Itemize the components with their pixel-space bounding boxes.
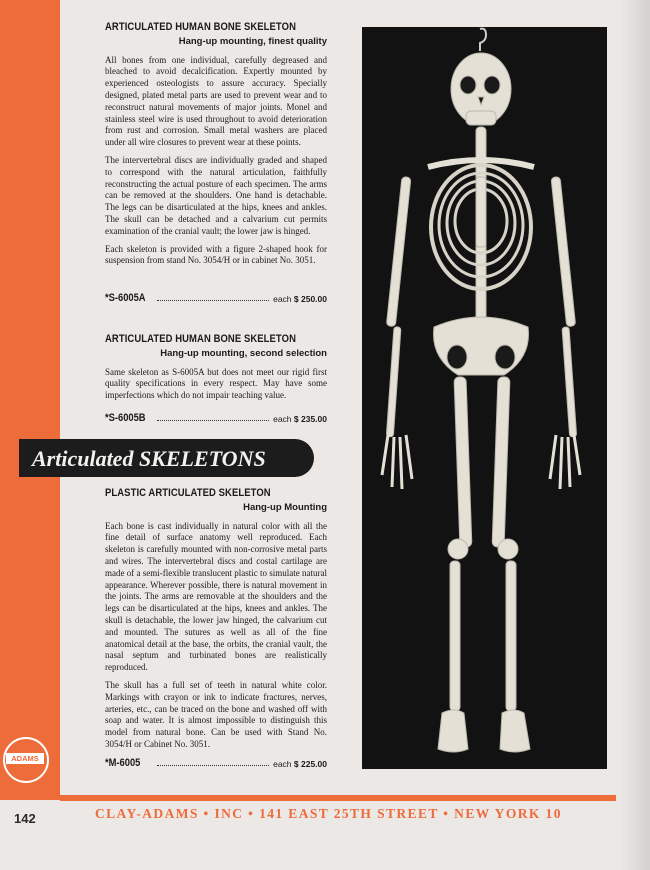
paragraph: Same skeleton as S-6005A but does not meet our rigid first quality specifications in every respect. May have some imperfections which do not impair teaching value. <box>105 366 327 401</box>
catalog-number: *S-6005B <box>105 412 146 424</box>
paragraph: Each skeleton is provided with a figure 2-shaped hook for suspension from stand No. 3054/H or in cabinet No. 3051. <box>105 243 327 266</box>
banner-title: Articulated SKELETONS <box>32 446 266 471</box>
section-subtitle: Hang-up Mounting <box>243 501 327 513</box>
section-subtitle: Hang-up mounting, finest quality <box>178 35 327 47</box>
section-subtitle: Hang-up mounting, second selection <box>160 347 327 359</box>
leader-dots <box>157 420 269 421</box>
price-value: $ 225.00 <box>293 759 327 769</box>
section-second-selection <box>105 334 327 408</box>
footer-rule <box>60 795 616 801</box>
order-line-s6005b <box>105 412 327 424</box>
leader-dots <box>157 765 269 766</box>
page-spine-shadow <box>620 0 650 870</box>
price <box>273 414 327 424</box>
skeleton-photo <box>362 27 607 769</box>
paragraph: All bones from one individual, carefully degreased and bleached to avoid decalcification. Expertly mounted by experienced osteologists to assure accuracy. Specially designed, plated metal parts are used to prevent wear and to reconstruct natural movements of major joints. Monel and stainless steel wire is used throughout to avoid deterioration from rust and corrosion. Small metal washers are placed under all wire closures to prevent wear at these points. <box>105 54 327 148</box>
each-label: each <box>273 759 292 769</box>
order-line-s6005a <box>105 292 327 304</box>
section-plastic-skeleton <box>105 488 327 757</box>
paragraph: The intervertebral discs are individually graded and shaped to correspond with the natural articulation, faithfully reconstructing the actual posture of each specimen. The arms can be removed at the shoulders. One hand is detachable. The legs can be disarticulated at the hips, knees and ankles. The skull can be detached and a calvarium cut permits examination of the cranial vault; the lower jaw is hinged. <box>105 154 327 236</box>
paragraph: The skull has a full set of teeth in natural white color. Markings with crayon or ink to indicate fractures, nerves, arteries, etc., can be traced on the bone and washed off with soap and water. It is almost impossible to distinguish this model from natural bone. Can be used with Stand No. 3054/H or Cabinet No. 3051. <box>105 679 327 749</box>
logo-label: ADAMS <box>6 753 44 764</box>
skeleton-illustration <box>362 27 607 769</box>
catalog-number: *M-6005 <box>105 757 141 769</box>
order-line-m6005 <box>105 757 327 769</box>
each-label: each <box>273 414 292 424</box>
price <box>273 759 327 769</box>
orange-margin-bar <box>0 0 60 800</box>
section-title: ARTICULATED HUMAN BONE SKELETON <box>105 21 297 33</box>
section-finest-quality <box>105 22 327 273</box>
page-number: 142 <box>14 811 36 826</box>
price-value: $ 250.00 <box>293 294 327 304</box>
paragraph: Each bone is cast individually in natural color with all the fine detail of surface anatomy well reproduced. Each skeleton is carefully mounted with non-corrosive metal parts and wires. The intervertebral discs and costal cartilage are made of a semi-flexible translucent plastic to simulate natural appearance. Wherever possible, there is natural movement in the joints. The arms are removable at the shoulders and the legs can be disarticulated at the hips, knees and ankles. The skull is detachable, the lower jaw hinged, the calvarium cut and mounted. The sutures as well as all of the fine anatomical detail at the base, the orbits, the cranial vault, the nasal septum and turbinated bones are realistically reproduced. <box>105 520 327 673</box>
publisher-address: CLAY-ADAMS • INC • 141 EAST 25TH STREET • NEW YORK 10 <box>95 806 562 821</box>
each-label: each <box>273 294 292 304</box>
catalog-number: *S-6005A <box>105 292 146 304</box>
price-value: $ 235.00 <box>293 414 327 424</box>
price <box>273 294 327 304</box>
leader-dots <box>157 300 269 301</box>
section-title: ARTICULATED HUMAN BONE SKELETON <box>105 333 297 345</box>
section-title: PLASTIC ARTICULATED SKELETON <box>105 487 271 499</box>
